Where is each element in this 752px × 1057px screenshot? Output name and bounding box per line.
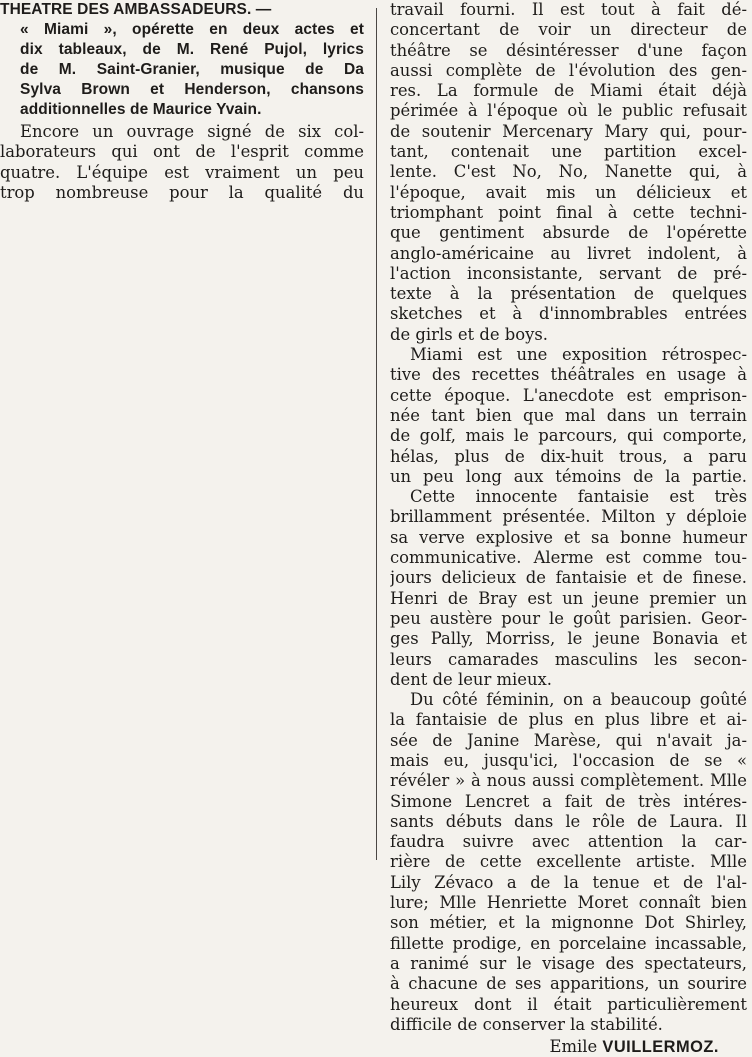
text-line: périmée à l'époque où le public refusait: [390, 101, 747, 121]
text-line: Du côté féminin, on a beaucoup goûté: [410, 690, 747, 710]
text-line: trop nombreuse pour la qualité du: [0, 182, 364, 202]
text-line: difficile de conserver la stabilité.: [390, 1014, 663, 1034]
text-line: travail fourni. Il est tout à fait dé-: [390, 0, 747, 19]
signature-last-name: VUILLERMOZ.: [602, 1038, 719, 1057]
text-line: communicative. Alerme est comme tou-: [390, 548, 747, 568]
text-line: heureux dont il était particulièrement: [390, 994, 747, 1014]
text-line: tant, contenait une partition excel-: [390, 142, 747, 162]
heading-line: « Miami », opérette en deux actes et: [20, 21, 364, 38]
heading-line: de M. Saint-Granier, musique de Da: [20, 61, 364, 78]
text-line: son métier, et la mignonne Dot Shirley,: [390, 913, 747, 933]
text-line: peu austère pour le goût parisien. Geor-: [390, 608, 747, 628]
text-line: dent de leur mieux.: [390, 669, 552, 689]
text-line: née tant bien que mal dans un terrain: [390, 405, 747, 425]
text-line: ges Pally, Morriss, le jeune Bonavia et: [390, 629, 747, 649]
text-line: rière de cette excellente artiste. Mlle: [390, 852, 747, 872]
text-line: que gentiment absurde de l'opérette: [390, 223, 747, 243]
text-line: de golf, mais le parcours, qui comporte,: [390, 426, 747, 446]
review-heading: [0, 0, 364, 120]
heading-line: dix tableaux, de M. René Pujol, lyrics: [20, 41, 364, 58]
text-line: faudra suivre avec attention la car-: [390, 832, 747, 852]
left-column: [0, 0, 364, 203]
text-line: res. La formule de Miami était déjà: [390, 81, 747, 101]
text-line: quatre. L'équipe est vraiment un peu: [0, 162, 364, 182]
right-column: [390, 0, 747, 1057]
text-line: sée de Janine Marèse, qui n'avait ja-: [390, 730, 747, 750]
text-line: lente. C'est No, No, Nanette qui, à: [390, 162, 747, 182]
text-line: la fantaisie de plus en plus libre et ai-: [390, 710, 747, 730]
text-line: fillette prodige, en porcelaine incassable,: [390, 933, 747, 953]
text-line: Henri de Bray est un jeune premier un: [390, 588, 747, 608]
text-line: l'époque, avait mis un délicieux et: [390, 182, 747, 202]
text-line: Cette innocente fantaisie est très: [410, 487, 747, 507]
text-line: tive des recettes théâtrales en usage à: [390, 365, 747, 385]
text-line: Lily Zévaco a de la tenue et de l'al-: [390, 872, 747, 892]
text-line: hélas, plus de dix-huit trous, a paru: [390, 446, 747, 466]
text-line: lure; Mlle Henriette Moret connaît bien: [390, 893, 747, 913]
left-body: [0, 122, 364, 203]
author-signature: [390, 1037, 747, 1057]
text-line: l'action inconsistante, servant de pré-: [390, 263, 747, 283]
signature-first-name: Emile: [549, 1037, 598, 1057]
text-line: leurs camarades masculins les secon-: [390, 649, 747, 669]
text-line: mais eu, jusqu'ici, l'occasion de se «: [390, 750, 747, 770]
text-line: sketches et à d'innombrables entrées: [390, 304, 747, 324]
heading-line: additionnelles de Maurice Yvain.: [20, 101, 262, 118]
text-line: concertant de voir un directeur de: [390, 20, 747, 40]
text-line: de soutenir Mercenary Mary qui, pour-: [390, 121, 747, 141]
text-line: anglo-américaine au livret indolent, à: [390, 243, 747, 263]
text-line: aussi complète de l'évolution des gen-: [390, 60, 747, 80]
text-line: de girls et de boys.: [390, 324, 548, 344]
text-line: sa verve explosive et sa bonne humeur: [390, 527, 747, 547]
text-line: révéler » à nous aussi complètement. Mlle: [390, 771, 747, 791]
heading-line: THEATRE DES AMBASSADEURS. —: [0, 1, 272, 18]
text-line: triomphant point final à cette techni-: [390, 202, 747, 222]
text-line: jours delicieux de fantaisie et de finese.: [390, 568, 747, 588]
text-line: à chacune de ses apparitions, un sourire: [390, 974, 747, 994]
text-line: théâtre se désintéresser d'une façon: [390, 40, 747, 60]
text-line: Simone Lencret a fait de très intéres-: [390, 791, 747, 811]
heading-line: Sylva Brown et Henderson, chansons: [20, 81, 364, 98]
text-line: a ranimé sur le visage des spectateurs,: [390, 953, 747, 973]
text-line: laborateurs qui ont de l'esprit comme: [0, 142, 364, 162]
text-line: Encore un ouvrage signé de six col-: [20, 122, 364, 141]
text-line: un peu long aux témoins de la partie.: [390, 466, 747, 486]
text-line: texte à la présentation de quelques: [390, 284, 747, 304]
text-line: sants débuts dans le rôle de Laura. Il: [390, 811, 747, 831]
text-line: Miami est une exposition rétrospec-: [410, 345, 747, 365]
text-line: cette époque. L'anecdote est emprison-: [390, 385, 747, 405]
column-divider: [376, 8, 377, 860]
text-line: brillamment présentée. Milton y déploie: [390, 507, 747, 527]
